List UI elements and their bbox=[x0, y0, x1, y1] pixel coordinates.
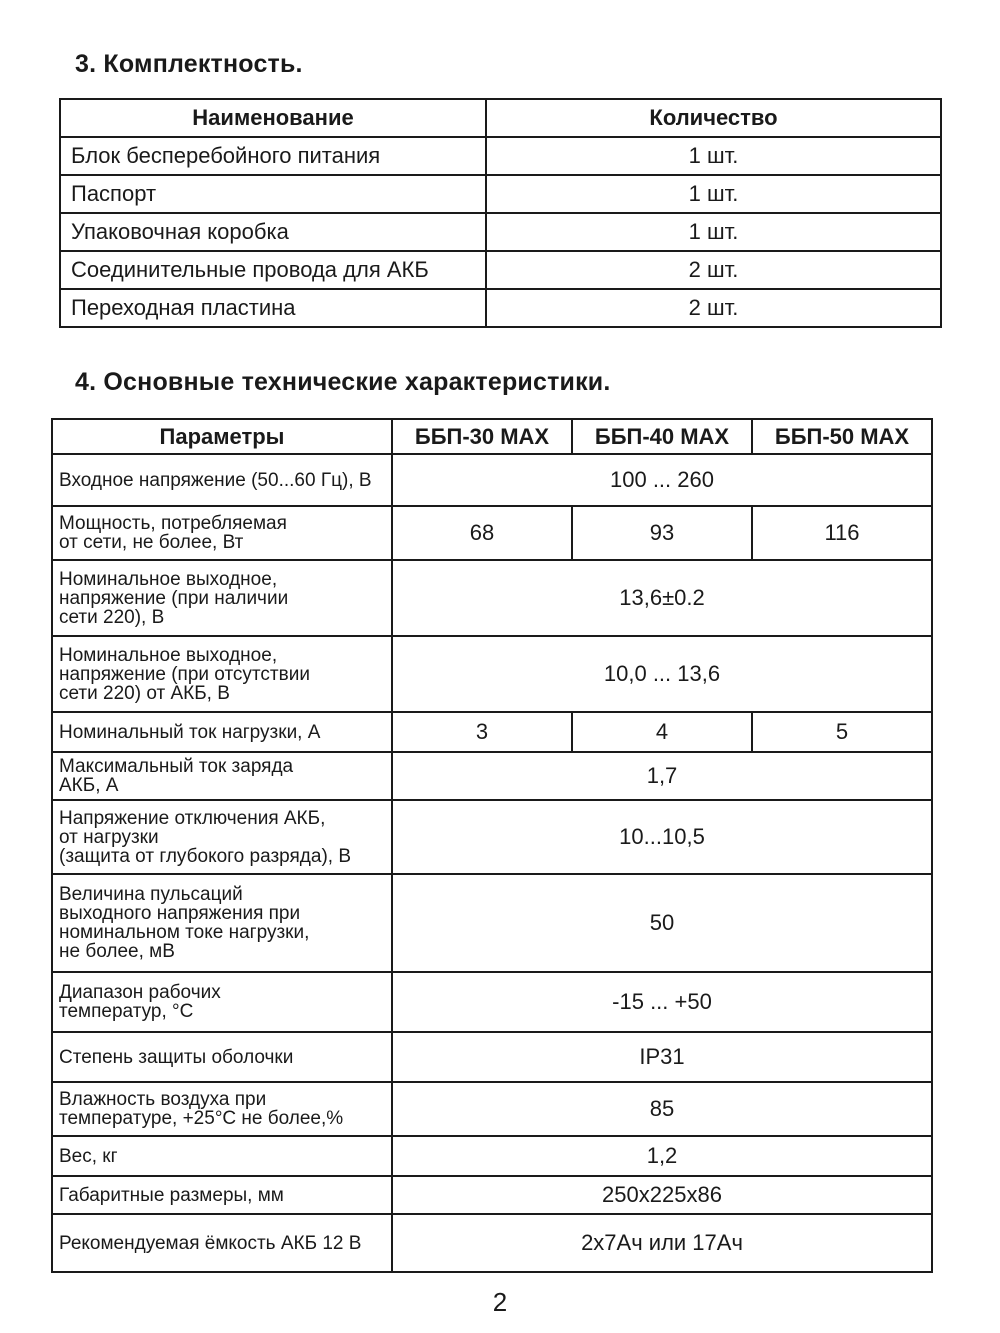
kit-item-name: Переходная пластина bbox=[60, 289, 486, 327]
table-row bbox=[52, 1032, 932, 1082]
spec-param: Мощность, потребляемая от сети, не более, Вт bbox=[52, 506, 392, 560]
table-row bbox=[52, 1214, 932, 1272]
table-row bbox=[60, 137, 941, 175]
spec-value: 1,2 bbox=[392, 1136, 932, 1176]
section4-title: 4. Основные технические характеристики. bbox=[75, 368, 611, 396]
kit-header-name: Наименование bbox=[60, 99, 486, 137]
spec-param: Номинальный ток нагрузки, А bbox=[52, 712, 392, 752]
spec-param: Входное напряжение (50...60 Гц), В bbox=[52, 454, 392, 506]
spec-value: 13,6±0.2 bbox=[392, 560, 932, 636]
table-row bbox=[60, 175, 941, 213]
table-row bbox=[52, 874, 932, 972]
spec-param: Величина пульсаций выходного напряжения при номинальном токе нагрузки, не более, мВ bbox=[52, 874, 392, 972]
spec-value: 116 bbox=[752, 506, 932, 560]
spec-value: 250x225x86 bbox=[392, 1176, 932, 1214]
spec-value: 93 bbox=[572, 506, 752, 560]
spec-param: Номинальное выходное, напряжение (при отсутствии сети 220) от АКБ, В bbox=[52, 636, 392, 712]
kit-table-header-row bbox=[60, 99, 941, 137]
page-number: 2 bbox=[492, 1287, 508, 1317]
spec-value: 50 bbox=[392, 874, 932, 972]
spec-param: Степень защиты оболочки bbox=[52, 1032, 392, 1082]
spec-value: -15 ... +50 bbox=[392, 972, 932, 1032]
specs-table-header-row bbox=[52, 419, 932, 454]
spec-value: 10,0 ... 13,6 bbox=[392, 636, 932, 712]
kit-table bbox=[59, 98, 942, 328]
kit-item-name: Паспорт bbox=[60, 175, 486, 213]
table-row bbox=[52, 712, 932, 752]
spec-value: IP31 bbox=[392, 1032, 932, 1082]
table-row bbox=[52, 752, 932, 800]
spec-param: Влажность воздуха при температуре, +25°С не более,% bbox=[52, 1082, 392, 1136]
table-row bbox=[52, 454, 932, 506]
kit-item-qty: 1 шт. bbox=[486, 213, 941, 251]
spec-value: 100 ... 260 bbox=[392, 454, 932, 506]
kit-item-qty: 2 шт. bbox=[486, 251, 941, 289]
spec-value: 3 bbox=[392, 712, 572, 752]
kit-item-qty: 2 шт. bbox=[486, 289, 941, 327]
spec-value: 85 bbox=[392, 1082, 932, 1136]
table-row bbox=[52, 1082, 932, 1136]
spec-value: 10...10,5 bbox=[392, 800, 932, 874]
table-row bbox=[52, 560, 932, 636]
spec-param: Вес, кг bbox=[52, 1136, 392, 1176]
table-row bbox=[52, 506, 932, 560]
table-row bbox=[52, 1176, 932, 1214]
spec-value: 5 bbox=[752, 712, 932, 752]
spec-param: Диапазон рабочих температур, °С bbox=[52, 972, 392, 1032]
spec-value: 2x7Ач или 17Ач bbox=[392, 1214, 932, 1272]
spec-param: Рекомендуемая ёмкость АКБ 12 В bbox=[52, 1214, 392, 1272]
kit-item-qty: 1 шт. bbox=[486, 137, 941, 175]
specs-header-params: Параметры bbox=[52, 419, 392, 454]
specs-header-model-50: ББП-50 MAX bbox=[752, 419, 932, 454]
kit-item-name: Соединительные провода для АКБ bbox=[60, 251, 486, 289]
spec-param: Максимальный ток заряда АКБ, А bbox=[52, 752, 392, 800]
table-row bbox=[52, 1136, 932, 1176]
spec-value: 1,7 bbox=[392, 752, 932, 800]
table-row bbox=[60, 213, 941, 251]
section3-title: 3. Комплектность. bbox=[75, 50, 303, 78]
kit-item-qty: 1 шт. bbox=[486, 175, 941, 213]
spec-param: Габаритные размеры, мм bbox=[52, 1176, 392, 1214]
table-row bbox=[52, 636, 932, 712]
table-row bbox=[52, 972, 932, 1032]
table-row bbox=[60, 251, 941, 289]
spec-value: 68 bbox=[392, 506, 572, 560]
specs-header-model-30: ББП-30 MAX bbox=[392, 419, 572, 454]
specs-table bbox=[51, 418, 933, 1273]
kit-item-name: Блок бесперебойного питания bbox=[60, 137, 486, 175]
specs-header-model-40: ББП-40 MAX bbox=[572, 419, 752, 454]
kit-item-name: Упаковочная коробка bbox=[60, 213, 486, 251]
table-row bbox=[52, 800, 932, 874]
kit-header-qty: Количество bbox=[486, 99, 941, 137]
spec-param: Номинальное выходное, напряжение (при наличии сети 220), В bbox=[52, 560, 392, 636]
table-row bbox=[60, 289, 941, 327]
spec-value: 4 bbox=[572, 712, 752, 752]
spec-param: Напряжение отключения АКБ, от нагрузки (защита от глубокого разряда), В bbox=[52, 800, 392, 874]
